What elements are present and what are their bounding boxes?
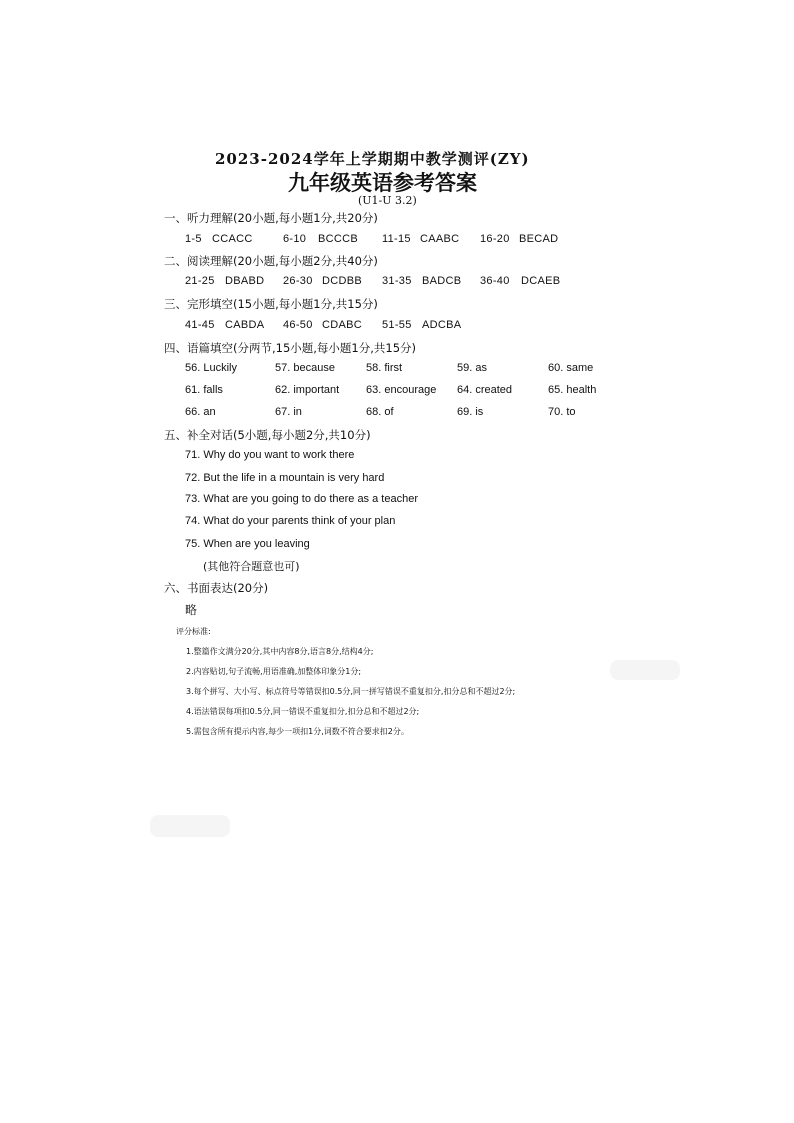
answer-range: 1-5	[185, 233, 202, 245]
dialogue-answer: 71. Why do you want to work there	[185, 449, 355, 461]
writing-answer: 略	[185, 603, 198, 617]
answer-letters: CAABC	[420, 233, 460, 245]
answer-letters: BCCCB	[318, 233, 359, 245]
criteria-item: 1.整篇作文满分20分,其中内容8分,语言8分,结构4分;	[186, 647, 374, 656]
answer-letters: CCACC	[212, 233, 253, 245]
fill-answer: 56. Luckily	[185, 362, 237, 374]
answer-range: 26-30	[283, 275, 313, 287]
criteria-item: 2.内容贴切,句子流畅,用语准确,加整体印象分1分;	[186, 667, 362, 676]
fill-answer: 64. created	[457, 384, 513, 396]
answer-range: 46-50	[283, 319, 313, 331]
answer-letters: DCDBB	[322, 275, 363, 287]
dialogue-answer: 74. What do your parents think of your plan	[185, 515, 396, 527]
answer-range: 41-45	[185, 319, 215, 331]
answer-range: 36-40	[480, 275, 510, 287]
answer-letters: BADCB	[422, 275, 462, 287]
fill-answer: 67. in	[275, 406, 302, 418]
fill-answer: 60. same	[548, 362, 594, 374]
section-heading-writing: 六、书面表达(20分)	[164, 581, 269, 595]
answer-letters: DCAEB	[521, 275, 561, 287]
units-label: (U1-U 3.2)	[358, 194, 417, 207]
dialogue-note: (其他符合题意也可)	[203, 560, 300, 573]
fill-answer: 66. an	[185, 406, 216, 418]
dialogue-answer: 73. What are you going to do there as a teacher	[185, 493, 418, 505]
fill-answer: 70. to	[548, 406, 576, 418]
answer-letters: CDABC	[322, 319, 363, 331]
page-title: 九年级英语参考答案	[288, 170, 477, 195]
fill-answer: 61. falls	[185, 384, 223, 396]
dialogue-answer: 72. But the life in a mountain is very hard	[185, 472, 385, 484]
answer-range: 6-10	[283, 233, 307, 245]
section-heading-listening: 一、听力理解(20小题,每小题1分,共20分)	[164, 211, 378, 225]
answer-letters: DBABD	[225, 275, 265, 287]
fill-answer: 69. is	[457, 406, 484, 418]
section-heading-dialogue: 五、补全对话(5小题,每小题2分,共10分)	[164, 428, 371, 442]
fill-answer: 65. health	[548, 384, 597, 396]
answer-range: 51-55	[382, 319, 412, 331]
answer-range: 11-15	[382, 233, 411, 245]
fill-answer: 63. encourage	[366, 384, 437, 396]
answer-letters: BECAD	[519, 233, 559, 245]
answer-letters: ADCBA	[422, 319, 462, 331]
exam-title: 2023-2024学年上学期期中教学测评(ZY)	[215, 150, 530, 168]
section-heading-cloze: 三、完形填空(15小题,每小题1分,共15分)	[164, 297, 378, 311]
criteria-item: 3.每个拼写、大小写、标点符号等错误扣0.5分,同一拼写错误不重复扣分,扣分总和不超过2分;	[186, 687, 516, 696]
fill-answer: 62. important	[275, 384, 340, 396]
criteria-item: 5.需包含所有提示内容,每少一项扣1分,词数不符合要求扣2分。	[186, 727, 409, 736]
scan-smudge	[610, 660, 680, 680]
answer-range: 21-25	[185, 275, 215, 287]
criteria-item: 4.语法错误每项扣0.5分,同一错误不重复扣分,扣分总和不超过2分;	[186, 707, 420, 716]
fill-answer: 57. because	[275, 362, 335, 374]
answer-letters: CABDA	[225, 319, 265, 331]
answer-range: 16-20	[480, 233, 510, 245]
dialogue-answer: 75. When are you leaving	[185, 538, 310, 550]
answer-range: 31-35	[382, 275, 412, 287]
fill-answer: 68. of	[366, 406, 394, 418]
fill-answer: 58. first	[366, 362, 403, 374]
scan-smudge	[150, 815, 230, 837]
criteria-title: 评分标准:	[176, 627, 211, 636]
section-heading-reading: 二、阅读理解(20小题,每小题2分,共40分)	[164, 254, 378, 268]
fill-answer: 59. as	[457, 362, 487, 374]
section-heading-passage-fill: 四、语篇填空(分两节,15小题,每小题1分,共15分)	[164, 341, 417, 355]
